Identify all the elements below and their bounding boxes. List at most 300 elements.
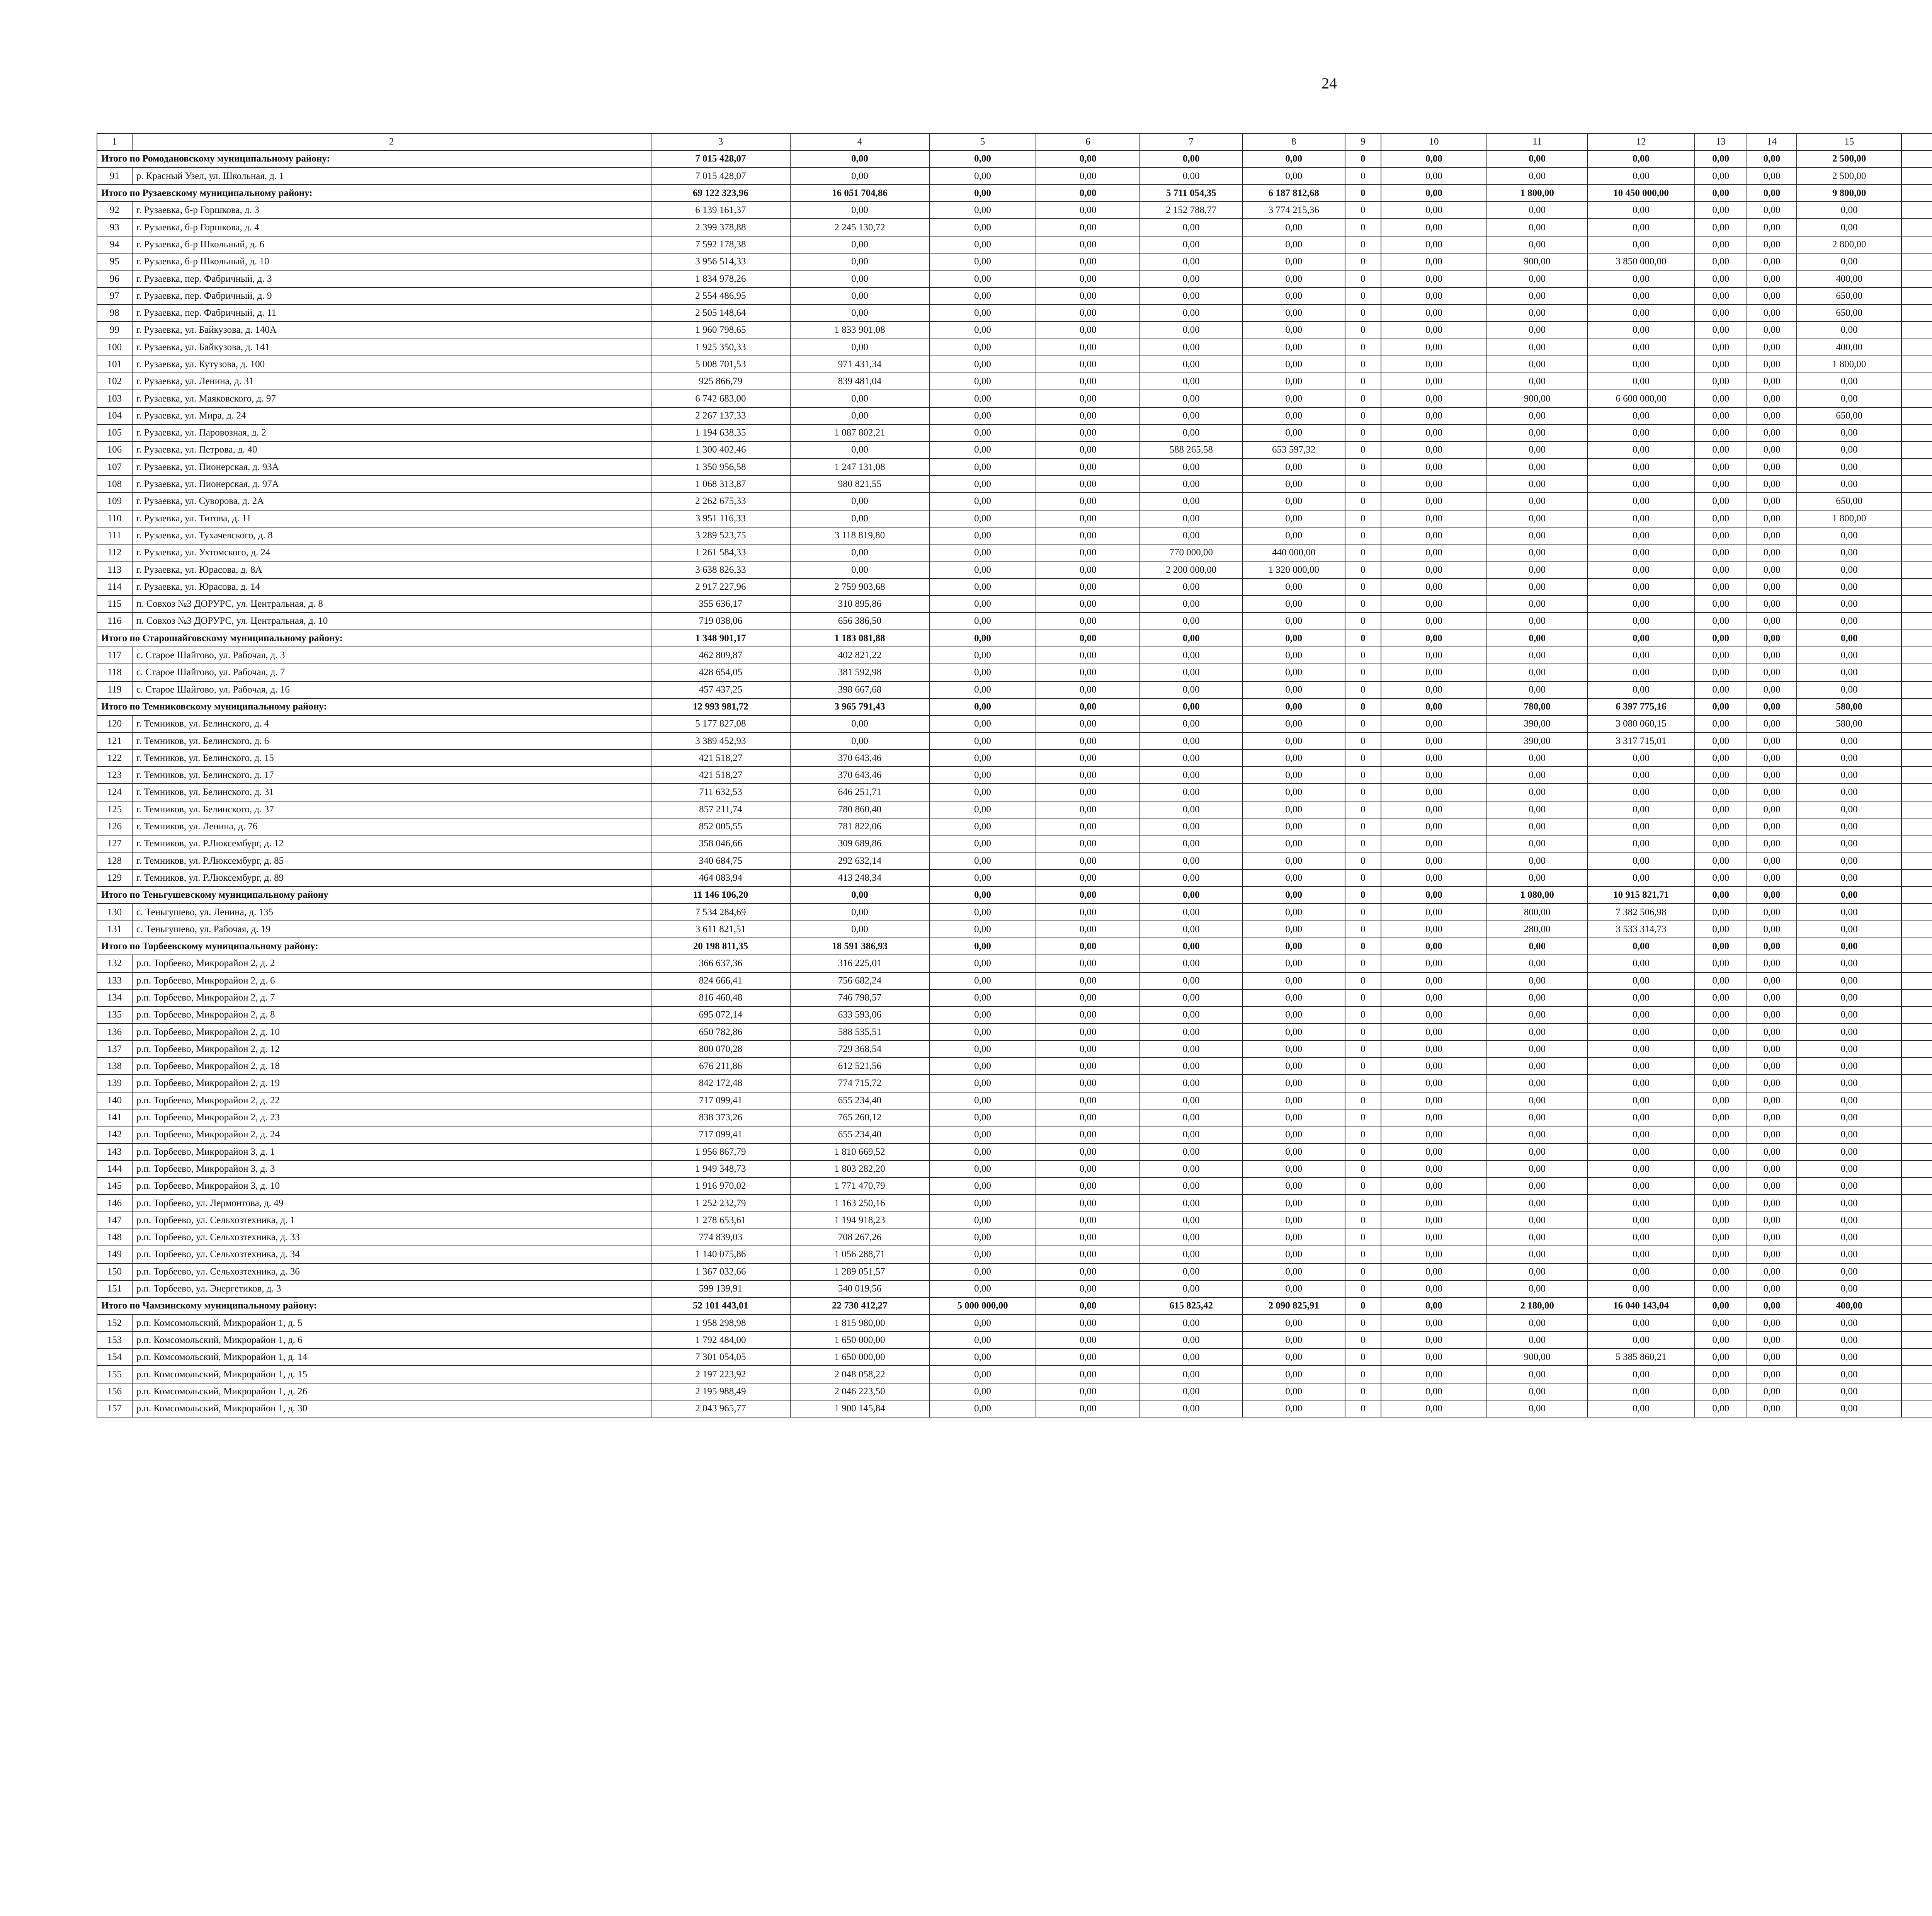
- value-cell: 0,00: [1381, 972, 1487, 989]
- address-cell: г. Темников, ул. Белинского, д. 31: [132, 784, 651, 801]
- value-cell: 0,00: [1747, 1332, 1797, 1349]
- value-cell: 0,00: [790, 305, 929, 322]
- value-cell: 3 289 523,75: [651, 527, 791, 544]
- value-cell: 0,00: [1747, 459, 1797, 476]
- value-cell: 0,00: [1487, 750, 1587, 767]
- value-cell: [1901, 1280, 1932, 1297]
- value-cell: 0,00: [929, 870, 1036, 887]
- value-cell: 1 289 051,57: [790, 1263, 929, 1280]
- value-cell: [1901, 1023, 1932, 1040]
- value-cell: 900,00: [1487, 1349, 1587, 1366]
- value-cell: 0,00: [1140, 236, 1242, 253]
- value-cell: 0,00: [1695, 441, 1747, 458]
- value-cell: 0,00: [1587, 1263, 1695, 1280]
- value-cell: 0,00: [790, 715, 929, 732]
- address-cell: г. Рузаевка, б-р Горшкова, д. 4: [132, 219, 651, 236]
- header-cell: 5: [929, 133, 1036, 150]
- value-cell: 0,00: [1747, 305, 1797, 322]
- value-cell: 0,00: [1140, 921, 1242, 938]
- value-cell: 1 650 000,00: [790, 1349, 929, 1366]
- value-cell: 0,00: [1140, 801, 1242, 818]
- header-cell: 10: [1381, 133, 1487, 150]
- value-cell: 0,00: [1140, 681, 1242, 698]
- address-cell: с. Теньгушево, ул. Ленина, д. 135: [132, 904, 651, 921]
- value-cell: 0,00: [1140, 972, 1242, 989]
- value-cell: 0,00: [1381, 732, 1487, 749]
- table-row: [97, 527, 1932, 544]
- value-cell: 0,00: [1140, 1160, 1242, 1178]
- value-cell: 0,00: [1036, 1058, 1140, 1075]
- value-cell: 0,00: [929, 1023, 1036, 1040]
- value-cell: 0: [1345, 1229, 1381, 1246]
- row-number: 114: [97, 579, 132, 596]
- value-cell: 0,00: [1587, 459, 1695, 476]
- value-cell: 0,00: [1381, 544, 1487, 561]
- value-cell: 0,00: [1695, 1143, 1747, 1160]
- value-cell: 0,00: [1797, 887, 1901, 904]
- value-cell: 0,00: [1695, 219, 1747, 236]
- value-cell: 0,00: [1695, 732, 1747, 749]
- value-cell: 0,00: [1243, 904, 1345, 921]
- value-cell: 0,00: [1695, 784, 1747, 801]
- value-cell: 3 317 715,01: [1587, 732, 1695, 749]
- value-cell: 0,00: [1243, 305, 1345, 322]
- value-cell: 0,00: [1487, 424, 1587, 441]
- value-cell: 0,00: [1747, 476, 1797, 493]
- value-cell: 6 742 683,00: [651, 390, 791, 407]
- address-cell: г. Рузаевка, ул. Байкузова, д. 141: [132, 339, 651, 356]
- value-cell: 0,00: [1587, 510, 1695, 527]
- row-number: 117: [97, 647, 132, 664]
- value-cell: 0,00: [1381, 818, 1487, 835]
- value-cell: 0,00: [1797, 561, 1901, 578]
- value-cell: 0,00: [1747, 921, 1797, 938]
- value-cell: [1901, 544, 1932, 561]
- value-cell: 0,00: [1243, 1263, 1345, 1280]
- value-cell: 0,00: [1587, 750, 1695, 767]
- value-cell: 0,00: [1381, 1092, 1487, 1109]
- value-cell: 0: [1345, 750, 1381, 767]
- value-cell: 0: [1345, 1041, 1381, 1058]
- value-cell: 0,00: [1381, 305, 1487, 322]
- value-cell: 2 500,00: [1797, 168, 1901, 185]
- row-number: 142: [97, 1126, 132, 1143]
- value-cell: 0,00: [1381, 1332, 1487, 1349]
- value-cell: 0,00: [1695, 1075, 1747, 1092]
- value-cell: 0,00: [1036, 168, 1140, 185]
- value-cell: 0,00: [1695, 1126, 1747, 1143]
- value-cell: 0,00: [1747, 664, 1797, 681]
- value-cell: 0,00: [929, 527, 1036, 544]
- value-cell: 0,00: [929, 887, 1036, 904]
- value-cell: 0,00: [1797, 818, 1901, 835]
- value-cell: 0: [1345, 1126, 1381, 1143]
- value-cell: 0,00: [1140, 1332, 1242, 1349]
- value-cell: 0,00: [1695, 1092, 1747, 1109]
- value-cell: 0,00: [1797, 1178, 1901, 1195]
- value-cell: 0,00: [1487, 493, 1587, 510]
- value-cell: 0,00: [1747, 681, 1797, 698]
- value-cell: 0,00: [1747, 750, 1797, 767]
- value-cell: 615 825,42: [1140, 1297, 1242, 1314]
- value-cell: 0,00: [1381, 596, 1487, 613]
- value-cell: 0,00: [1036, 647, 1140, 664]
- value-cell: 0,00: [1587, 476, 1695, 493]
- value-cell: 0,00: [1140, 1006, 1242, 1023]
- value-cell: 0,00: [1140, 1263, 1242, 1280]
- address-cell: г. Рузаевка, ул. Мира, д. 24: [132, 407, 651, 424]
- value-cell: [1901, 219, 1932, 236]
- value-cell: 0,00: [1036, 1195, 1140, 1212]
- value-cell: 0,00: [1140, 1195, 1242, 1212]
- value-cell: 0,00: [1747, 339, 1797, 356]
- value-cell: 0,00: [1587, 784, 1695, 801]
- value-cell: 0,00: [1695, 510, 1747, 527]
- value-cell: 0,00: [929, 1212, 1036, 1229]
- value-cell: 0: [1345, 561, 1381, 578]
- value-cell: 0,00: [1695, 1178, 1747, 1195]
- value-cell: 0,00: [1695, 1195, 1747, 1212]
- value-cell: 0: [1345, 236, 1381, 253]
- table-row: [97, 561, 1932, 578]
- value-cell: 0,00: [1036, 253, 1140, 270]
- value-cell: 0,00: [929, 835, 1036, 852]
- value-cell: 0,00: [929, 904, 1036, 921]
- address-cell: р.п. Торбеево, ул. Сельхозтехника, д. 34: [132, 1246, 651, 1263]
- address-cell: г. Рузаевка, б-р Школьный, д. 10: [132, 253, 651, 270]
- value-cell: 0,00: [1695, 544, 1747, 561]
- address-cell: р.п. Комсомольский, Микрорайон 1, д. 26: [132, 1383, 651, 1400]
- value-cell: 0,00: [1695, 476, 1747, 493]
- value-cell: 0: [1345, 835, 1381, 852]
- value-cell: [1901, 767, 1932, 784]
- value-cell: 0,00: [1747, 904, 1797, 921]
- value-cell: 0,00: [1381, 356, 1487, 373]
- value-cell: 1 261 584,33: [651, 544, 791, 561]
- value-cell: [1901, 527, 1932, 544]
- value-cell: 0,00: [1487, 989, 1587, 1006]
- value-cell: 0: [1345, 510, 1381, 527]
- table-row: [97, 1178, 1932, 1195]
- value-cell: 0,00: [1381, 698, 1487, 715]
- value-cell: 1 247 131,08: [790, 459, 929, 476]
- value-cell: 0,00: [1797, 527, 1901, 544]
- value-cell: 0: [1345, 1280, 1381, 1297]
- address-cell: р.п. Торбеево, Микрорайон 2, д. 6: [132, 972, 651, 989]
- value-cell: 780,00: [1487, 698, 1587, 715]
- value-cell: 0,00: [1140, 732, 1242, 749]
- address-cell: р.п. Комсомольский, Микрорайон 1, д. 15: [132, 1366, 651, 1383]
- value-cell: 0,00: [1695, 202, 1747, 219]
- subtotal-label: Итого по Торбеевскому муниципальному району:: [97, 938, 651, 955]
- value-cell: [1901, 253, 1932, 270]
- value-cell: 0,00: [1036, 887, 1140, 904]
- value-cell: 0,00: [1036, 1366, 1140, 1383]
- row-number: 97: [97, 288, 132, 305]
- value-cell: 0,00: [1747, 972, 1797, 989]
- value-cell: 0,00: [1487, 270, 1587, 287]
- value-cell: 0,00: [929, 1195, 1036, 1212]
- value-cell: [1901, 185, 1932, 202]
- value-cell: 0: [1345, 989, 1381, 1006]
- value-cell: 0,00: [1695, 1280, 1747, 1297]
- value-cell: 0,00: [1140, 613, 1242, 630]
- value-cell: 5 711 054,35: [1140, 185, 1242, 202]
- value-cell: 0,00: [790, 339, 929, 356]
- value-cell: 0,00: [1695, 715, 1747, 732]
- address-cell: г. Темников, ул. Р.Люксембург, д. 85: [132, 852, 651, 869]
- row-number: 127: [97, 835, 132, 852]
- value-cell: 0,00: [1381, 236, 1487, 253]
- value-cell: 5 385 860,21: [1587, 1349, 1695, 1366]
- value-cell: 0,00: [1797, 1280, 1901, 1297]
- value-cell: 0,00: [1036, 1314, 1140, 1331]
- value-cell: 69 122 323,96: [651, 185, 791, 202]
- value-cell: 0,00: [1587, 1023, 1695, 1040]
- value-cell: 0,00: [1487, 202, 1587, 219]
- value-cell: 0,00: [1381, 1297, 1487, 1314]
- value-cell: 0,00: [1243, 887, 1345, 904]
- value-cell: [1901, 1126, 1932, 1143]
- value-cell: 0,00: [1487, 1263, 1587, 1280]
- address-cell: г. Рузаевка, б-р Горшкова, д. 3: [132, 202, 651, 219]
- value-cell: 0,00: [1695, 561, 1747, 578]
- value-cell: 0,00: [1140, 219, 1242, 236]
- value-cell: 2 048 058,22: [790, 1366, 929, 1383]
- value-cell: 0,00: [1140, 390, 1242, 407]
- value-cell: [1901, 904, 1932, 921]
- table-row: [97, 1314, 1932, 1331]
- value-cell: [1901, 150, 1932, 167]
- value-cell: 0: [1345, 373, 1381, 390]
- value-cell: 0,00: [1243, 852, 1345, 869]
- value-cell: 0,00: [1587, 544, 1695, 561]
- value-cell: 0,00: [1747, 852, 1797, 869]
- value-cell: 0,00: [1243, 1023, 1345, 1040]
- value-cell: 0,00: [929, 1041, 1036, 1058]
- value-cell: 0,00: [1587, 202, 1695, 219]
- value-cell: [1901, 664, 1932, 681]
- value-cell: 0,00: [1036, 852, 1140, 869]
- row-number: 103: [97, 390, 132, 407]
- row-number: 141: [97, 1109, 132, 1126]
- value-cell: 0,00: [1243, 613, 1345, 630]
- value-cell: 0,00: [929, 288, 1036, 305]
- value-cell: 0,00: [1587, 236, 1695, 253]
- value-cell: 0,00: [1487, 1041, 1587, 1058]
- row-number: 150: [97, 1263, 132, 1280]
- row-number: 138: [97, 1058, 132, 1075]
- value-cell: 428 654,05: [651, 664, 791, 681]
- value-cell: 0,00: [1747, 1349, 1797, 1366]
- value-cell: 0,00: [1695, 305, 1747, 322]
- table-row: [97, 219, 1932, 236]
- value-cell: 0,00: [929, 921, 1036, 938]
- value-cell: 0,00: [1797, 476, 1901, 493]
- value-cell: 0,00: [1747, 1212, 1797, 1229]
- value-cell: 0,00: [1695, 818, 1747, 835]
- value-cell: 0,00: [1243, 989, 1345, 1006]
- address-cell: р.п. Торбеево, ул. Сельхозтехника, д. 36: [132, 1263, 651, 1280]
- value-cell: 839 481,04: [790, 373, 929, 390]
- value-cell: 0,00: [1243, 373, 1345, 390]
- value-cell: 0,00: [1140, 1314, 1242, 1331]
- value-cell: 0,00: [1695, 647, 1747, 664]
- value-cell: 0,00: [929, 441, 1036, 458]
- table-row: [97, 904, 1932, 921]
- value-cell: 0: [1345, 938, 1381, 955]
- value-cell: 0,00: [1747, 1126, 1797, 1143]
- value-cell: 0,00: [1797, 767, 1901, 784]
- value-cell: 0,00: [1695, 1212, 1747, 1229]
- value-cell: [1901, 202, 1932, 219]
- value-cell: 0,00: [790, 544, 929, 561]
- value-cell: 0,00: [1036, 613, 1140, 630]
- value-cell: 0,00: [1381, 527, 1487, 544]
- value-cell: 0,00: [1381, 270, 1487, 287]
- table-row: [97, 305, 1932, 322]
- address-cell: р.п. Торбеево, Микрорайон 2, д. 8: [132, 1006, 651, 1023]
- value-cell: 0,00: [1243, 1314, 1345, 1331]
- value-cell: 0,00: [1747, 322, 1797, 339]
- value-cell: 0,00: [1140, 1178, 1242, 1195]
- value-cell: 0,00: [1036, 185, 1140, 202]
- value-cell: 729 368,54: [790, 1041, 929, 1058]
- address-cell: р.п. Торбеево, ул. Лермонтова, д. 49: [132, 1195, 651, 1212]
- value-cell: 0,00: [1036, 288, 1140, 305]
- value-cell: 0,00: [1487, 972, 1587, 989]
- value-cell: 0,00: [1036, 767, 1140, 784]
- value-cell: 842 172,48: [651, 1075, 791, 1092]
- row-number: 130: [97, 904, 132, 921]
- value-cell: 0,00: [1487, 1143, 1587, 1160]
- value-cell: 0,00: [1140, 1041, 1242, 1058]
- value-cell: [1901, 852, 1932, 869]
- value-cell: [1901, 1058, 1932, 1075]
- value-cell: 0,00: [1487, 1178, 1587, 1195]
- value-cell: 0,00: [1140, 870, 1242, 887]
- value-cell: 1 815 980,00: [790, 1314, 929, 1331]
- value-cell: 0,00: [1487, 818, 1587, 835]
- value-cell: 0: [1345, 630, 1381, 647]
- value-cell: 2 554 486,95: [651, 288, 791, 305]
- value-cell: 0,00: [1140, 1366, 1242, 1383]
- value-cell: 0,00: [929, 784, 1036, 801]
- value-cell: 0,00: [1747, 1006, 1797, 1023]
- table-row: [97, 852, 1932, 869]
- value-cell: 0,00: [1381, 1023, 1487, 1040]
- value-cell: 0,00: [929, 596, 1036, 613]
- value-cell: 0,00: [1140, 305, 1242, 322]
- value-cell: 0,00: [1487, 1195, 1587, 1212]
- value-cell: 0,00: [1747, 767, 1797, 784]
- value-cell: 0,00: [929, 715, 1036, 732]
- value-cell: 800,00: [1487, 904, 1587, 921]
- value-cell: 0,00: [929, 544, 1036, 561]
- value-cell: 0,00: [1140, 373, 1242, 390]
- value-cell: 0,00: [1381, 1229, 1487, 1246]
- value-cell: 0,00: [1243, 767, 1345, 784]
- value-cell: 0,00: [1587, 955, 1695, 972]
- value-cell: 0,00: [1487, 630, 1587, 647]
- value-cell: 0,00: [1243, 1041, 1345, 1058]
- value-cell: 0,00: [1587, 1332, 1695, 1349]
- value-cell: 0,00: [1797, 596, 1901, 613]
- value-cell: 0,00: [1036, 373, 1140, 390]
- value-cell: 0,00: [1140, 630, 1242, 647]
- value-cell: 3 965 791,43: [790, 698, 929, 715]
- value-cell: 0,00: [1243, 339, 1345, 356]
- value-cell: 0,00: [1140, 715, 1242, 732]
- value-cell: 0,00: [1036, 1400, 1140, 1417]
- value-cell: 0,00: [1243, 715, 1345, 732]
- value-cell: 0,00: [1036, 921, 1140, 938]
- value-cell: 0,00: [1695, 1229, 1747, 1246]
- value-cell: 0,00: [1695, 801, 1747, 818]
- value-cell: 1 080,00: [1487, 887, 1587, 904]
- value-cell: 0,00: [1747, 390, 1797, 407]
- value-cell: [1901, 1195, 1932, 1212]
- value-cell: 0,00: [1487, 1366, 1587, 1383]
- value-cell: 0: [1345, 681, 1381, 698]
- value-cell: 0,00: [929, 630, 1036, 647]
- value-cell: 0: [1345, 1075, 1381, 1092]
- value-cell: 0,00: [929, 989, 1036, 1006]
- value-cell: 0,00: [1243, 784, 1345, 801]
- value-cell: 7 592 178,38: [651, 236, 791, 253]
- value-cell: 0,00: [1587, 1006, 1695, 1023]
- table-row: [97, 441, 1932, 458]
- value-cell: [1901, 407, 1932, 424]
- value-cell: 0,00: [1487, 476, 1587, 493]
- value-cell: 1 803 282,20: [790, 1160, 929, 1178]
- row-number: 124: [97, 784, 132, 801]
- row-number: 102: [97, 373, 132, 390]
- value-cell: 0,00: [1695, 1400, 1747, 1417]
- value-cell: 0,00: [1243, 390, 1345, 407]
- value-cell: 0,00: [1243, 356, 1345, 373]
- value-cell: [1901, 1212, 1932, 1229]
- value-cell: 0,00: [1381, 441, 1487, 458]
- value-cell: 0,00: [1487, 579, 1587, 596]
- value-cell: 0,00: [1695, 681, 1747, 698]
- value-cell: 0,00: [1140, 1058, 1242, 1075]
- value-cell: 0,00: [1140, 459, 1242, 476]
- value-cell: 0,00: [1381, 1126, 1487, 1143]
- value-cell: 0,00: [1381, 1109, 1487, 1126]
- value-cell: 6 139 161,37: [651, 202, 791, 219]
- value-cell: 7 015 428,07: [651, 150, 791, 167]
- address-cell: г. Темников, ул. Белинского, д. 37: [132, 801, 651, 818]
- value-cell: 0,00: [1036, 1383, 1140, 1400]
- value-cell: 0,00: [1036, 339, 1140, 356]
- address-cell: г. Темников, ул. Белинского, д. 4: [132, 715, 651, 732]
- value-cell: [1901, 1383, 1932, 1400]
- address-cell: р.п. Торбеево, Микрорайон 2, д. 23: [132, 1109, 651, 1126]
- value-cell: 366 637,36: [651, 955, 791, 972]
- value-cell: 0,00: [1243, 1383, 1345, 1400]
- value-cell: 0,00: [1695, 1023, 1747, 1040]
- value-cell: 0,00: [1381, 1143, 1487, 1160]
- value-cell: 0: [1345, 1297, 1381, 1314]
- value-cell: 0,00: [1587, 818, 1695, 835]
- value-cell: 0,00: [929, 852, 1036, 869]
- value-cell: 0,00: [1695, 1366, 1747, 1383]
- address-cell: с. Старое Шайгово, ул. Рабочая, д. 7: [132, 664, 651, 681]
- value-cell: 900,00: [1487, 253, 1587, 270]
- value-cell: 0,00: [1381, 613, 1487, 630]
- value-cell: 0,00: [1381, 1349, 1487, 1366]
